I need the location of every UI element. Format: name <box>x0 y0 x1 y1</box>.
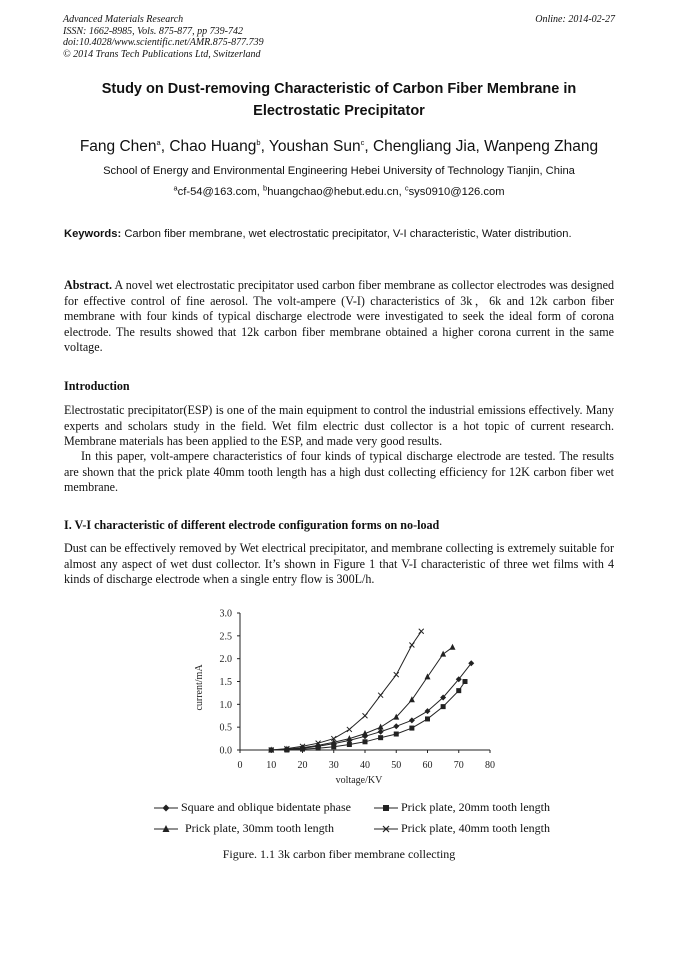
data-point-s2 <box>409 726 414 731</box>
section-1-heading: I. V-I characteristic of different electrode configuration forms on no-load <box>64 518 440 532</box>
x-tick-label: 60 <box>422 760 433 771</box>
y-tick-label: 0.0 <box>219 745 232 757</box>
author-sup: c <box>360 137 365 147</box>
author-name: Youshan Sun <box>268 138 361 155</box>
legend-item-s2 <box>374 800 550 815</box>
series-line-2 <box>271 682 465 751</box>
chart-legend <box>150 800 590 842</box>
intro-heading: Introduction <box>64 379 130 393</box>
doi-line: doi:10.4028/www.scientific.net/AMR.875-877.739 <box>63 37 264 48</box>
intro-paragraph-1: Electrostatic precipitator(ESP) is one of the main equipment to control the industrial emissions effectively. Many experts and scholars study in the field. Wet film electric dust collector is a hot topic of current research. Membrane materials has been applied to the ESP, and made very good results. <box>64 403 614 449</box>
email-sup: a <box>173 183 178 193</box>
data-point-s2 <box>463 679 468 684</box>
affiliation: School of Energy and Environmental Engineering Hebei University of Technology Tianjin, China <box>103 165 575 177</box>
x-tick-label: 30 <box>328 760 339 771</box>
data-point-s2 <box>347 742 352 747</box>
data-point-s2 <box>378 735 383 740</box>
x-tick-label: 50 <box>391 760 402 771</box>
legend-label: Prick plate, 20mm tooth length <box>401 800 550 814</box>
legend-item-s4 <box>374 821 550 836</box>
legend-item-s1 <box>154 800 351 815</box>
abstract-text: A novel wet electrostatic precipitator used carbon fiber membrane as collector electrodes was designed for effective control of fine aerosol. The volt-ampere (V-I) characteristics of 3k，6k and 12k carbon fiber membrane with four kinds of typical discharge electrode were investigated to seek the ideal form of corona electrode. The results showed that 12k carbon fiber membrane obtained a higher corona current in the same voltage. <box>64 278 615 355</box>
email-link[interactable]: huangchao@hebut.edu.cn, <box>267 186 402 198</box>
data-point-s3 <box>378 724 384 730</box>
author-list: Fang Chen$^a$, Chao Huang$^b$, Youshan Sun$^c$, Chengliang Jia, Wanpeng Zhang <box>79 137 599 155</box>
y-tick-label: 2.0 <box>219 654 232 666</box>
x-tick-label: 80 <box>485 760 495 771</box>
y-tick-label: 2.5 <box>219 631 232 643</box>
author-name: Chao Huang <box>169 138 257 155</box>
y-tick-label: 0.5 <box>219 722 232 734</box>
keywords <box>64 228 614 242</box>
x-tick-label: 20 <box>297 760 308 771</box>
series-line-3 <box>271 647 452 750</box>
legend-label: Prick plate, 30mm tooth length <box>185 821 334 835</box>
legend-marker-x <box>374 824 398 834</box>
legend-marker-square <box>374 803 398 813</box>
y-tick-label: 1.5 <box>219 677 232 688</box>
y-tick-label: 1.0 <box>219 699 232 711</box>
data-point-s3 <box>450 644 456 650</box>
paper-title-line2: Electrostatic Precipitator <box>253 103 425 119</box>
y-axis-label: current/mA <box>194 664 205 711</box>
journal-name: Advanced Materials Research <box>63 14 184 25</box>
data-point-s2 <box>394 732 399 737</box>
x-axis-label: voltage/KV <box>335 775 383 786</box>
x-tick-label: 10 <box>266 760 277 771</box>
paper-title <box>60 78 618 122</box>
author-sup: b <box>256 137 261 147</box>
issn-line: ISSN: 1662-8985, Vols. 875-877, pp 739-742 <box>63 25 243 37</box>
legend-marker-triangle <box>154 824 178 834</box>
legend-item-s3 <box>154 821 334 836</box>
data-point-s2 <box>456 688 461 693</box>
x-tick-label: 70 <box>453 760 464 771</box>
series-line-4 <box>271 631 421 750</box>
figure-caption: Figure. 1.1 3k carbon fiber membrane collecting <box>222 847 456 861</box>
copyright-line: © 2014 Trans Tech Publications Ltd, Switzerland <box>63 48 261 60</box>
data-point-s2 <box>363 739 368 744</box>
author-names-rest: Chengliang Jia, Wanpeng Zhang <box>372 138 599 155</box>
keywords-label: Keywords: <box>64 228 122 240</box>
x-tick-label: 0 <box>237 760 243 771</box>
legend-label: Square and oblique bidentate phase <box>181 800 351 814</box>
data-point-s2 <box>425 716 430 721</box>
author-sup: a <box>156 137 161 147</box>
data-point-s3 <box>440 651 446 657</box>
email-link[interactable]: sys0910@126.com <box>408 186 505 198</box>
data-point-s2 <box>441 704 446 709</box>
data-point-s2 <box>331 744 336 749</box>
keywords-text: Carbon fiber membrane, wet electrostatic precipitator, V-I characteristic, Water distribution. <box>124 228 572 240</box>
email-sup: b <box>263 183 268 193</box>
intro-paragraph-2: In this paper, volt-ampere characteristics of four kinds of typical discharge electrode are tested. The results are shown that the prick plate 40mm tooth length has a high dust collecting efficiency for 12K carbon fiber wet membrane. <box>64 449 614 495</box>
section-1-paragraph: Dust can be effectively removed by Wet electrical precipitator, and membrane collecting is extremely suitable for almost any aspect of wet dust collector. It’s shown in Figure 1 that V-I characteristic of three wet films with 4 kinds of discharge electrode when a single entry flow is 300L/h. <box>64 541 614 587</box>
vi-chart <box>180 600 510 795</box>
abstract-label: Abstract. <box>64 278 113 292</box>
paper-title-line1: Study on Dust-removing Characteristic of Carbon Fiber Membrane in <box>101 81 577 97</box>
online-date: Online: 2014-02-27 <box>535 14 615 25</box>
email-sup: c <box>404 183 409 193</box>
email-link[interactable]: cf-54@163.com, <box>177 186 260 198</box>
author-name: Fang Chen <box>79 138 157 155</box>
journal-header <box>63 14 615 60</box>
abstract <box>64 278 614 356</box>
legend-label: Prick plate, 40mm tooth length <box>401 821 550 835</box>
data-point-s1 <box>409 717 415 723</box>
x-tick-label: 40 <box>360 760 370 771</box>
legend-marker-diamond <box>154 803 178 813</box>
y-tick-label: 3.0 <box>219 608 232 620</box>
author-emails <box>40 183 638 198</box>
data-point-s1 <box>393 723 399 729</box>
